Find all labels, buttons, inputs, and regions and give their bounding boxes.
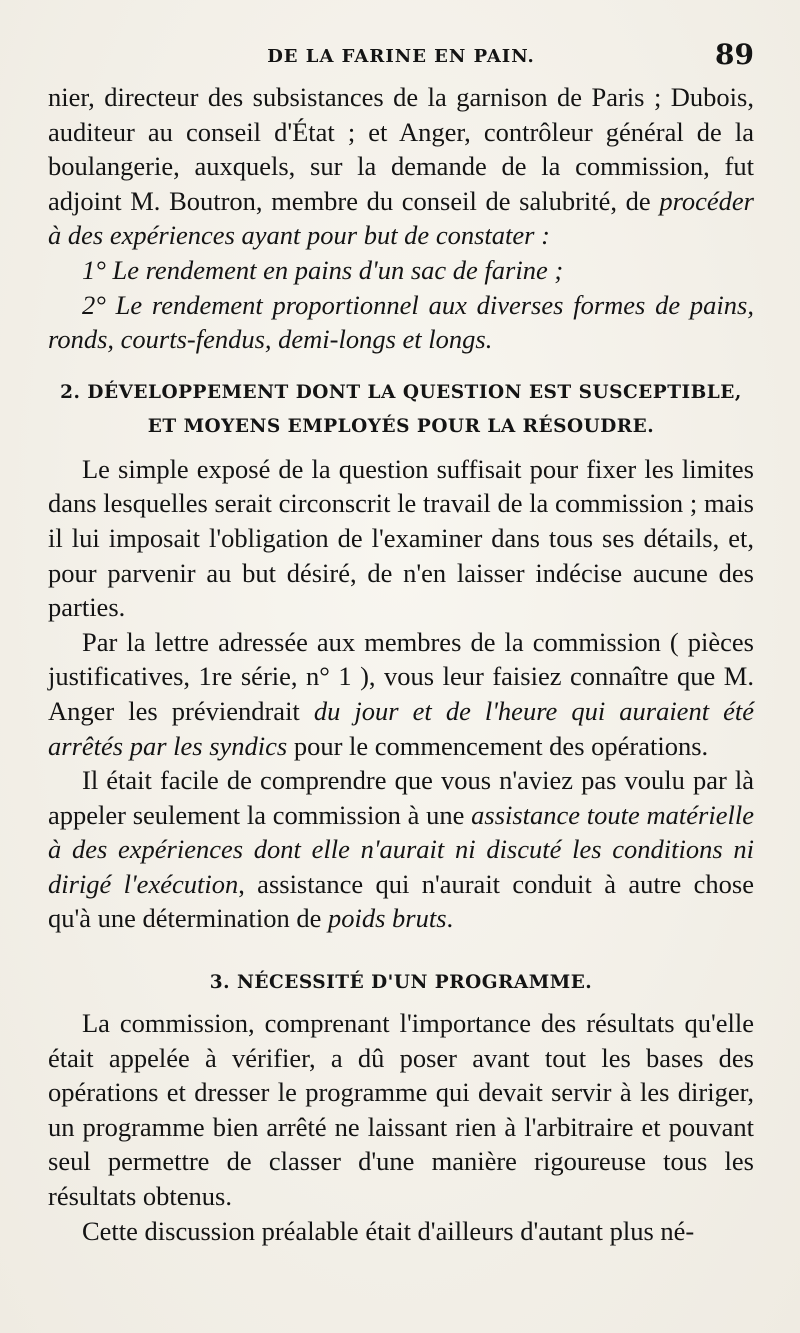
paragraph-text: nier, directeur des subsistances de la garnison de Paris ; Dubois, auditeur au conseil d'État ; et Anger, contrôleur général de la boulangerie, auxquels, sur la demande de la commission, fut adjoint M. Boutron, membre du conseil de salubrité, de: [48, 82, 754, 216]
paragraph: [48, 625, 754, 763]
section-heading-2-line1: 2. DÉVELOPPEMENT DONT LA QUESTION EST SUSCEPTIBLE,: [60, 381, 742, 403]
paragraph-text: Par la lettre adressée aux membres de la commission ( pièces justificatives, 1re série, n° 1 ), vous leur faisiez connaître que M. Anger les préviendrait: [48, 626, 754, 726]
italic-phrase: poids bruts: [327, 903, 447, 934]
paragraph: Le simple exposé de la question suffisait pour fixer les limites dans lesquelles serait circonscrit le travail de la commission ; mais il lui imposait l'obligation de l'examiner dans tous ses détails, et, pour parvenir au but désiré, de n'en laisser indécise aucune des parties.: [48, 453, 754, 623]
paragraph: [48, 763, 754, 936]
paragraph-text: , assistance qui n'aurait conduit à autre chose qu'à une détermination de: [48, 868, 754, 934]
italic-phrase: du jour et de l'heure qui auraient été arrêtés par les syndics: [48, 695, 754, 761]
paragraph-text: Il était facile de comprendre que vous n'aviez pas voulu par là appeler seulement la commission à une: [48, 765, 754, 830]
paragraph-text: .: [446, 903, 454, 934]
list-item-2: 2° Le rendement proportionnel aux diverses formes de pains, ronds, courts-fendus, demi-longs et longs.: [48, 289, 754, 355]
paragraph-text: pour le commencement des opérations.: [287, 730, 709, 761]
paragraph: Cette discussion préalable était d'ailleurs d'autant plus né-: [82, 1215, 695, 1246]
italic-phrase: assistance toute matérielle à des expériences dont elle n'aurait ni discuté les conditions ni dirigé l'exécution: [48, 799, 754, 899]
section-heading-3: 3. NÉCESSITÉ D'UN PROGRAMME.: [209, 972, 593, 994]
section-heading-2-line2: ET MOYENS EMPLOYÉS POUR LA RÉSOUDRE.: [147, 415, 655, 437]
page-header: [48, 30, 754, 80]
paragraph: La commission, comprenant l'importance des résultats qu'elle était appelée à vérifier, a dû poser avant tout les bases des opérations et dresser le programme qui devait servir à les diriger, un programme bien arrêté ne laissant rien à l'arbitraire et pouvant seul permettre de classer d'une manière rigoureuse tous les résultats obtenus.: [48, 1008, 754, 1212]
page-number: 89: [715, 38, 754, 71]
list-item-1: 1° Le rendement en pains d'un sac de farine ;: [82, 254, 564, 285]
running-head: DE LA FARINE EN PAIN.: [267, 46, 535, 67]
continued-paragraph: [48, 80, 754, 253]
italic-phrase: procéder à des expériences ayant pour but de constater :: [48, 185, 754, 251]
